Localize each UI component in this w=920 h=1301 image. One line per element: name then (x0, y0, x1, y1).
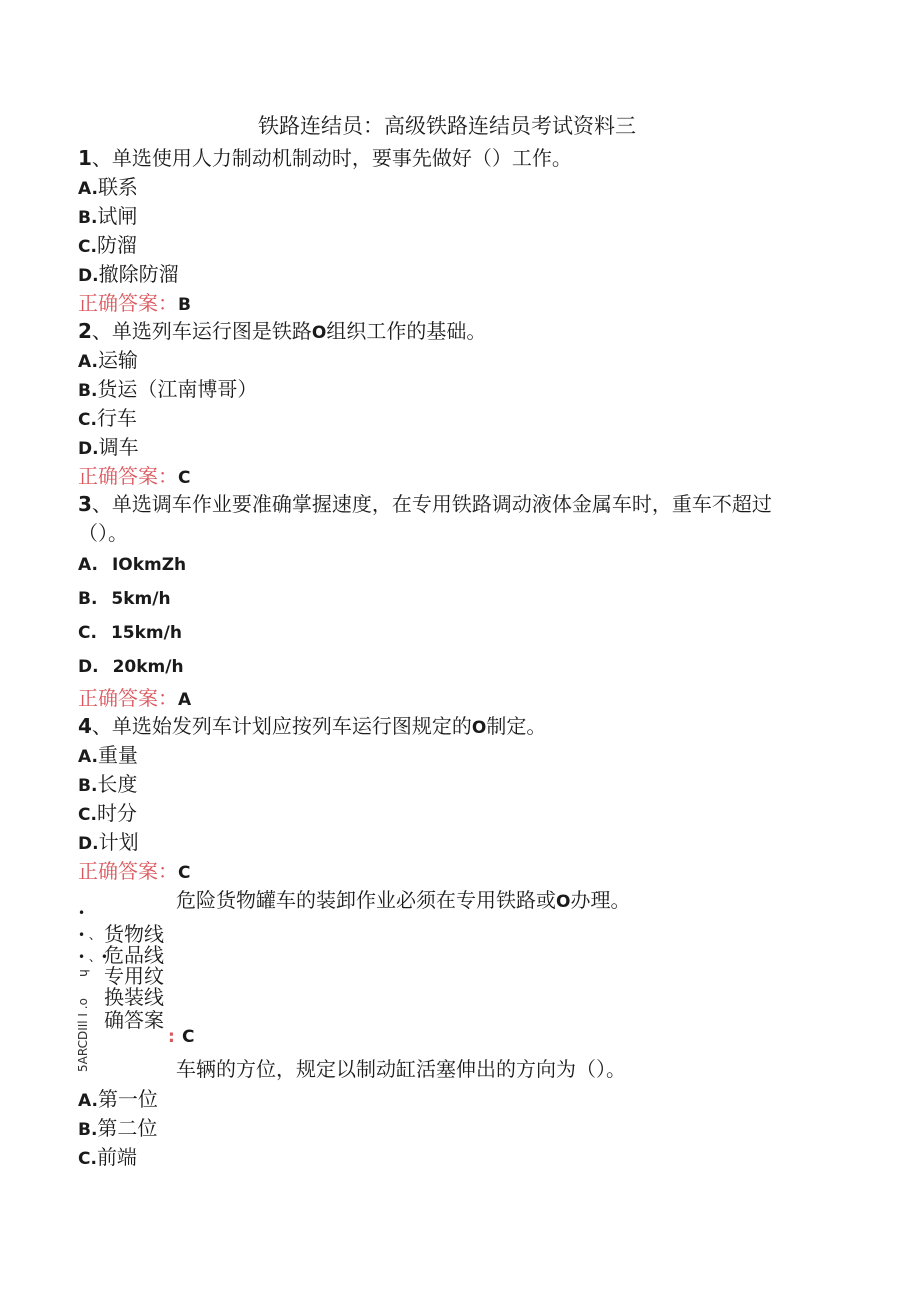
option-c (78, 797, 137, 826)
question-text: 办理。 (570, 888, 631, 912)
option-letter: C. (78, 237, 97, 257)
option-d (78, 826, 139, 855)
option-d (78, 431, 139, 460)
option-letter: D. (78, 266, 99, 286)
option-b (78, 200, 137, 229)
option-letter: A. (78, 179, 98, 199)
answer-label: 正确答案： (78, 464, 178, 488)
option-c (78, 402, 137, 431)
option-text: 行车 (96, 406, 137, 430)
answer-line (78, 855, 190, 884)
option-text: 第一位 (97, 1087, 158, 1111)
question-separator: 、 (91, 492, 112, 516)
option-letter: A. (78, 1091, 98, 1111)
option-letter: A. (78, 555, 98, 575)
option-b (78, 1112, 157, 1141)
side-mark: h (76, 969, 91, 977)
question-text: 组织工作的基础。 (326, 319, 487, 343)
answer-label: 正确答案： (78, 859, 178, 883)
option-text: 撤除防溜 (98, 262, 179, 286)
fragment-option: 危品线 (104, 943, 164, 967)
fragment-option: 换装线 (104, 985, 164, 1009)
option-text: 5km/h (111, 589, 171, 609)
option-letter: B. (78, 589, 98, 609)
question-separator: 、 (91, 714, 112, 738)
option-text: 前端 (96, 1145, 137, 1169)
option-letter: B. (78, 208, 98, 228)
option-c (78, 619, 182, 643)
answer-label: 正确答案： (78, 291, 178, 315)
option-letter: B. (78, 381, 98, 401)
question-3 (78, 488, 772, 517)
option-c (78, 1141, 137, 1170)
option-text: IOkmZh (111, 555, 187, 575)
option-b (78, 585, 171, 609)
option-text: 试闸 (97, 204, 138, 228)
option-b (78, 373, 257, 402)
option-d (78, 653, 184, 677)
option-letter: A. (78, 352, 98, 372)
option-letter: C. (78, 410, 97, 430)
side-mark: • 、 (78, 928, 101, 942)
answer-line (78, 287, 191, 316)
question-3-continued: （）。 (78, 521, 128, 545)
option-letter: D. (78, 657, 99, 677)
option-text: 调车 (98, 435, 139, 459)
fragment-option: 专用纹 (104, 964, 164, 988)
option-a (78, 1083, 158, 1112)
option-text: 防溜 (96, 233, 137, 257)
question-text: 单选调车作业要准确掌握速度，在专用铁路调动液体金属车时，重车不超过 (111, 492, 772, 516)
option-a (78, 171, 138, 200)
blank-mark: O (556, 892, 571, 912)
option-text: 时分 (96, 801, 137, 825)
fragment-option: 货物线 (104, 922, 164, 946)
answer-label: 正确答案： (78, 686, 178, 710)
page-title: 铁路连结员：高级铁路连结员考试资料三 (258, 114, 636, 138)
question-number: 2 (78, 319, 92, 343)
answer-colon: : (168, 1027, 175, 1047)
question-6: 车辆的方位，规定以制动缸活塞伸出的方向为（）。 (176, 1057, 626, 1081)
side-mark: • 、• (78, 950, 108, 964)
question-number: 4 (78, 714, 92, 738)
option-d (78, 258, 179, 287)
answer-value: B (178, 295, 191, 315)
answer-value: A (178, 690, 192, 710)
question-text: 危险货物罐车的装卸作业必须在专用铁路或 (176, 888, 556, 912)
answer-value: C (182, 1027, 195, 1047)
option-text: 货运（江南博哥） (97, 377, 258, 401)
question-number: 1 (78, 146, 92, 170)
option-letter: B. (78, 776, 98, 796)
option-letter: A. (78, 747, 98, 767)
option-text: 重量 (97, 743, 138, 767)
option-letter: C. (78, 623, 97, 643)
option-text: 第二位 (97, 1116, 158, 1140)
option-b (78, 768, 137, 797)
option-a (78, 551, 186, 575)
question-2 (78, 315, 486, 344)
option-letter: D. (78, 439, 99, 459)
question-separator: 、 (91, 319, 112, 343)
blank-mark: O (311, 323, 327, 343)
fragment-answer-label: 确答案 (104, 1008, 164, 1032)
question-separator: 、 (91, 146, 112, 170)
question-text: 制定。 (486, 714, 547, 738)
option-letter: D. (78, 834, 99, 854)
answer-line (78, 682, 191, 711)
option-text: 运输 (97, 348, 138, 372)
option-text: 计划 (98, 830, 139, 854)
question-1 (78, 142, 572, 171)
side-mark: 5ARCDIIl I .o (76, 998, 90, 1072)
question-5 (176, 884, 630, 913)
question-text: 单选使用人力制动机制动时，要事先做好（）工作。 (111, 146, 572, 170)
answer-line (78, 460, 190, 489)
option-text: 15km/h (110, 623, 182, 643)
answer-value: C (178, 863, 191, 883)
option-a (78, 344, 138, 373)
question-number: 3 (78, 492, 92, 516)
option-text: 联系 (97, 175, 138, 199)
option-c (78, 229, 137, 258)
option-letter: B. (78, 1120, 98, 1140)
side-mark: • (78, 906, 86, 920)
question-text: 单选始发列车计划应按列车运行图规定的 (111, 714, 472, 738)
question-4 (78, 710, 546, 739)
option-text: 长度 (97, 772, 138, 796)
option-text: 20km/h (112, 657, 184, 677)
option-letter: C. (78, 1149, 97, 1169)
blank-mark: O (471, 718, 487, 738)
option-letter: C. (78, 805, 97, 825)
answer-value: C (178, 468, 191, 488)
option-a (78, 739, 138, 768)
question-text: 单选列车运行图是铁路 (111, 319, 312, 343)
